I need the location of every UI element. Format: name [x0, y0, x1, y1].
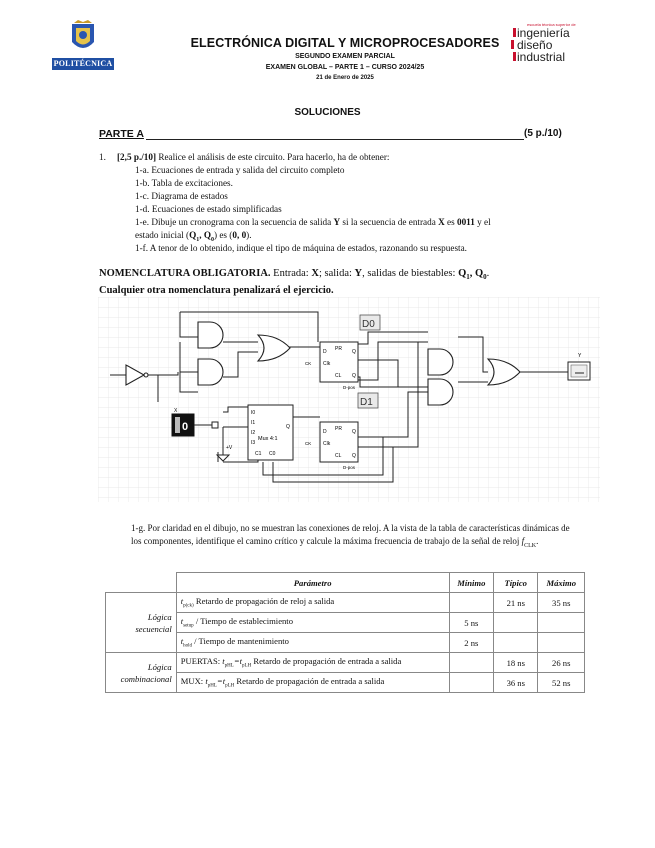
course-title: ELECTRÓNICA DIGITAL Y MICROPROCESADORES [190, 36, 500, 50]
question1-item-e: 1-e. Dibuje un cronograma con la secuencia de salida Y si la secuencia de entrada X es 0011 y el [135, 217, 491, 227]
question1-item-d: 1-d. Ecuaciones de estado simplificadas [135, 204, 282, 214]
header-parametro: Parámetro [176, 573, 449, 593]
exam-type: SEGUNDO EXAMEN PARCIAL [295, 53, 395, 60]
school-logo-line2: diseño [517, 38, 553, 52]
circuit-grid [98, 297, 600, 502]
header-maximo: Máximo [538, 573, 585, 593]
ff0-clk-tag: CK [305, 361, 312, 366]
ff1-pin-d: D [323, 429, 327, 435]
group-secuencial: Lógica secuencial [106, 593, 177, 653]
table-row: MUX: $t_{pHL}=t_{pLH}$ Retardo de propagación de entrada a salida 36 ns 52 ns [106, 673, 585, 693]
question1-item-g: 1-g. Por claridad en el dibujo, no se muestran las conexiones de reloj. A la vista de la tabla de características dinámicas de los componentes, identifique el camino crítico y calcule la máxima frecuencia de trabajo de la señal de reloj $f_{CLK}$. [131, 523, 570, 549]
ff0-pin-cl: CL [335, 373, 342, 379]
upm-logo [50, 20, 116, 72]
question1-item-f: 1-f. A tenor de lo obtenido, indique el tipo de máquina de estados, razonando su respuesta. [135, 243, 467, 253]
mux-4to1 [248, 405, 293, 460]
mux-in0: I0 [251, 410, 256, 416]
ff1-type: D-pos [343, 465, 356, 470]
ff0-pin-d: D [323, 349, 327, 355]
mux-sel1: C1 [255, 451, 262, 457]
question1-item-c: 1-c. Diagrama de estados [135, 191, 228, 201]
group-combinacional: Lógica combinacional [106, 653, 177, 693]
upm-banner: POLITÉCNICA [53, 59, 113, 68]
buffer-dot [144, 373, 148, 377]
part-points: (5 p./10) [524, 128, 562, 139]
question1-points: [2,5 p./10] [117, 152, 157, 162]
ff1-pin-qn: Q [352, 453, 356, 459]
ff0-pin-clk: Clk [323, 361, 331, 367]
and-gate-4 [428, 379, 453, 405]
question1-item-e-state: estado inicial ($Q_1$, $Q_0$) es (0, 0). [135, 230, 252, 243]
ff0-pin-q: Q [352, 349, 356, 355]
school-logo [505, 22, 595, 66]
ff0-pin-pr: PR [335, 346, 342, 352]
mux-in3: I3 [251, 440, 256, 446]
exam-date: 21 de Enero de 2025 [316, 75, 374, 81]
mux-in2: I2 [251, 430, 256, 436]
school-logo-line3: industrial [517, 50, 566, 64]
table-row: $t_{hold}$ / Tiempo de mantenimiento 2 ns [106, 633, 585, 653]
nomenclature: NOMENCLATURA OBLIGATORIA. Entrada: X; salida: Y, salidas de biestables: $Q_1$, $Q_0$. Cualquier otra nomenclatura penalizará el ejercicio. [99, 268, 490, 297]
upm-shield-icon [50, 20, 116, 60]
nomenclature-warning: Cualquier otra nomenclatura penalizará el ejercicio. [99, 285, 334, 297]
mux-out: Q [286, 424, 290, 430]
ff1-pin-clk: Clk [323, 441, 331, 447]
ff1-pin-cl: CL [335, 453, 342, 459]
exam-part: EXAMEN GLOBAL – PARTE 1 – CURSO 2024/25 [265, 64, 425, 71]
output-label: Y [578, 353, 582, 359]
mux-in1: I1 [251, 420, 256, 426]
ff0-label: D0 [362, 319, 375, 330]
question1-intro [117, 151, 567, 164]
mux-label: Mux 4:1 [258, 436, 278, 442]
and-gate-2 [198, 359, 223, 385]
question1-item-b: 1-b. Tabla de excitaciones. [135, 178, 233, 188]
question1-intro-text: Realice el análisis de este circuito. Para hacerlo, ha de obtener: [158, 152, 390, 162]
header-minimo: Mínimo [449, 573, 493, 593]
table-row: $t_{setup}$ / Tiempo de establecimiento 5 ns [106, 613, 585, 633]
input-switch-value: 0 [182, 421, 189, 433]
table-row: Lógica secuencial $t_{p(ck)}$ Retardo de propagación de reloj a salida 21 ns 35 ns [106, 593, 585, 613]
ff0-type: D-pos [343, 385, 356, 390]
input-label: X [174, 408, 178, 414]
and-gate-1 [198, 322, 223, 348]
header-tipico: Típico [494, 573, 538, 593]
question1-item-a: 1-a. Ecuaciones de entrada y salida del circuito completo [135, 165, 345, 175]
solutions-title: SOLUCIONES [294, 107, 361, 118]
circuit-diagram [98, 297, 600, 502]
nomenclature-title: NOMENCLATURA OBLIGATORIA. [99, 268, 271, 279]
vcc-label: +V [226, 445, 233, 451]
ff1-pin-q: Q [352, 429, 356, 435]
question1-number: 1. [99, 152, 106, 162]
ff1-label: D1 [360, 397, 373, 408]
part-underline [146, 139, 524, 140]
ff1-pin-pr: PR [335, 426, 342, 432]
ff1-clk-tag: CK [305, 441, 312, 446]
school-logo-line1: ingeniería [517, 26, 570, 40]
ff0-pin-qn: Q [352, 373, 356, 379]
and-gate-3 [428, 349, 453, 375]
mux-sel0: C0 [269, 451, 276, 457]
table-row: Lógica combinacional PUERTAS: $t_{pHL}=t_{pLH}$ Retardo de propagación de entrada a salida 18 ns 26 ns [106, 653, 585, 673]
parameters-table [105, 572, 585, 693]
part-title: PARTE A [99, 128, 144, 140]
school-logo-tag: escuela técnica superior de [527, 22, 576, 27]
